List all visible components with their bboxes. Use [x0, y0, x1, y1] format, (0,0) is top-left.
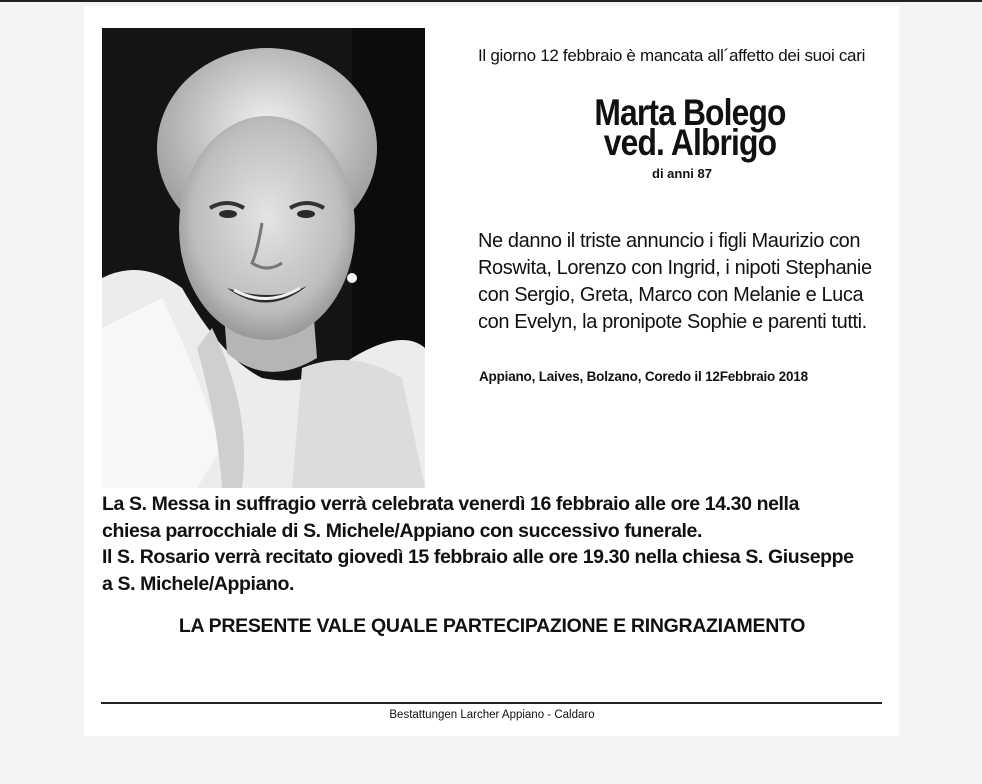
- funeral-home-footer: Bestattungen Larcher Appiano - Caldaro: [389, 709, 595, 721]
- footer-rule: [101, 702, 882, 704]
- deceased-married-name: ved. Albrigo: [603, 122, 777, 163]
- mass-info: [102, 491, 902, 597]
- mass-info-line: chiesa parrocchiale di S. Michele/Appiano con successivo funerale.: [102, 519, 702, 542]
- mass-info-line: La S. Messa in suffragio verrà celebrata venerdì 16 febbraio alle ore 14.30 nella: [102, 493, 800, 515]
- portrait-photo: [102, 28, 425, 488]
- deceased-name: Marta Bolego: [594, 92, 786, 133]
- place-date: Appiano, Laives, Bolzano, Coredo il 12Febbraio 2018: [479, 369, 808, 384]
- intro-text: Il giorno 12 febbraio è mancata all´affetto dei suoi cari: [478, 46, 866, 65]
- age-text: di anni 87: [652, 166, 712, 181]
- top-rule: [0, 0, 982, 2]
- mass-info-line: a S. Michele/Appiano.: [102, 572, 295, 595]
- announcement-text: Ne danno il triste annuncio i figli Maurizio con Roswita, Lorenzo con Ingrid, i nipoti Stephanie con Sergio, Greta, Marco con Melanie e Luca con Evelyn, la pronipote Sophie e parenti tutti.: [478, 230, 872, 333]
- mass-info-line: Il S. Rosario verrà recitato giovedì 15 febbraio alle ore 19.30 nella chiesa S. Giuseppe: [102, 546, 854, 568]
- closing-statement: LA PRESENTE VALE QUALE PARTECIPAZIONE E RINGRAZIAMENTO: [178, 615, 806, 637]
